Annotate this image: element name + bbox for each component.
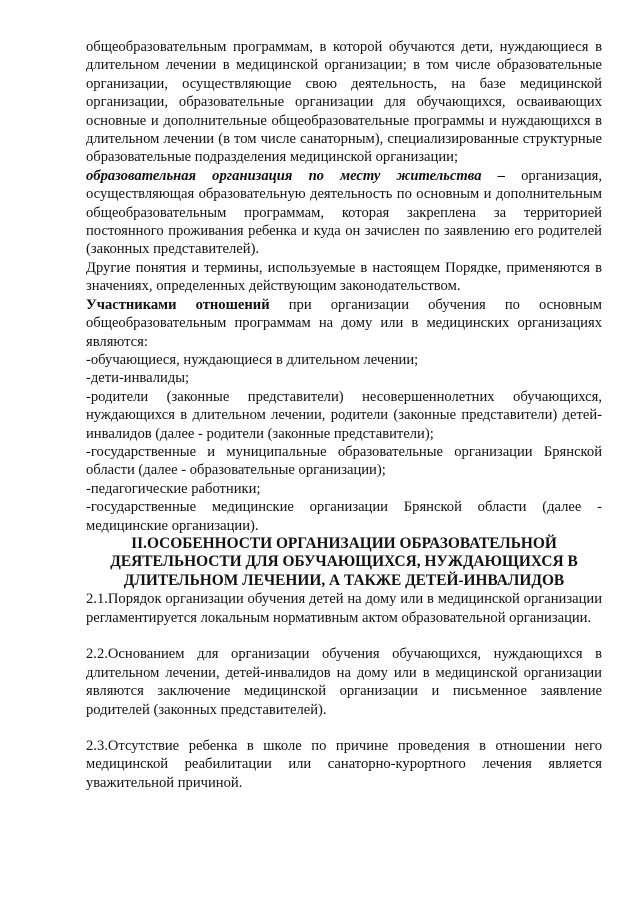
- list-item: -дети-инвалиды;: [86, 370, 190, 387]
- term-participants: Участниками отношений: [86, 296, 270, 313]
- section-heading: II.ОСОБЕННОСТИ ОРГАНИЗАЦИИ ОБРАЗОВАТЕЛЬНОЙ ДЕЯТЕЛЬНОСТИ ДЛЯ ОБУЧАЮЩИХСЯ, НУЖДАЮЩИХСЯ В ДЛИТЕЛЬНОМ ЛЕЧЕНИИ, А ТАКЖЕ ДЕТЕЙ-ИНВАЛИДОВ: [110, 534, 578, 589]
- section-item-2-3: 2.3.Отсутствие ребенка в школе по причине проведения в отношении него медицинской реабилитации или санаторно-курортного лечения является уважительной причиной.: [86, 737, 602, 791]
- list-item: -обучающиеся, нуждающиеся в длительном лечении;: [86, 351, 419, 368]
- list-item: -государственные и муниципальные образовательные организации Брянской области (далее - образовательные организации);: [86, 443, 602, 479]
- paragraph-participants-intro: [86, 296, 602, 351]
- list-item: -педагогические работники;: [86, 480, 261, 497]
- definition-residence-text: организация, осуществляющая образовательную деятельность по основным и дополнительным общеобразовательным программам, которая закреплена за территорией постоянного проживания ребенка и куда он зачислен по заявлению его родителей (законных представителей).: [86, 167, 602, 258]
- paragraph-definition-residence: [86, 167, 602, 259]
- document-page: [86, 38, 602, 792]
- list-item: -государственные медицинские организации Брянской области (далее - медицинские организации).: [86, 499, 602, 534]
- term-dash: –: [481, 167, 522, 184]
- term-residence-organization: образовательная организация по месту жительства: [86, 167, 482, 184]
- section-item-2-1: 2.1.Порядок организации обучения детей на дому или в медицинской организации регламентируется локальным нормативным актом образовательной организации.: [86, 591, 602, 626]
- list-item: -родители (законные представители) несовершеннолетних обучающихся, нуждающихся в длительном лечении, родители (законные представители) детей-инвалидов (далее - родители (законные представители);: [86, 388, 602, 442]
- participants-intro-text: при организации обучения по основным общеобразовательным программам на дому или в медицинских организациях являются:: [86, 296, 602, 350]
- section-item-2-2: 2.2.Основанием для организации обучения обучающихся, нуждающихся в длительном лечении, детей-инвалидов на дому или в медицинской организации являются заключение медицинской организации и письменное заявление родителей (законных представителей).: [86, 646, 602, 718]
- participants-list: [86, 351, 602, 535]
- paragraph-other-terms: Другие понятия и термины, используемые в настоящем Порядке, применяются в значениях, определенных действующим законодательством.: [86, 259, 602, 295]
- paragraph-definition-continuation: общеобразовательным программам, в которой обучаются дети, нуждающиеся в длительном лечении в медицинской организации; в том числе образовательные организации, осуществляющие свою деятельность, на базе медицинской организации, образовательные организации для обучающихся, осваивающих основные и дополнительные общеобразовательные программы и нуждающихся в длительном лечении (в том числе санаторным), специализированные структурные образовательные подразделения медицинской организации;: [86, 39, 602, 166]
